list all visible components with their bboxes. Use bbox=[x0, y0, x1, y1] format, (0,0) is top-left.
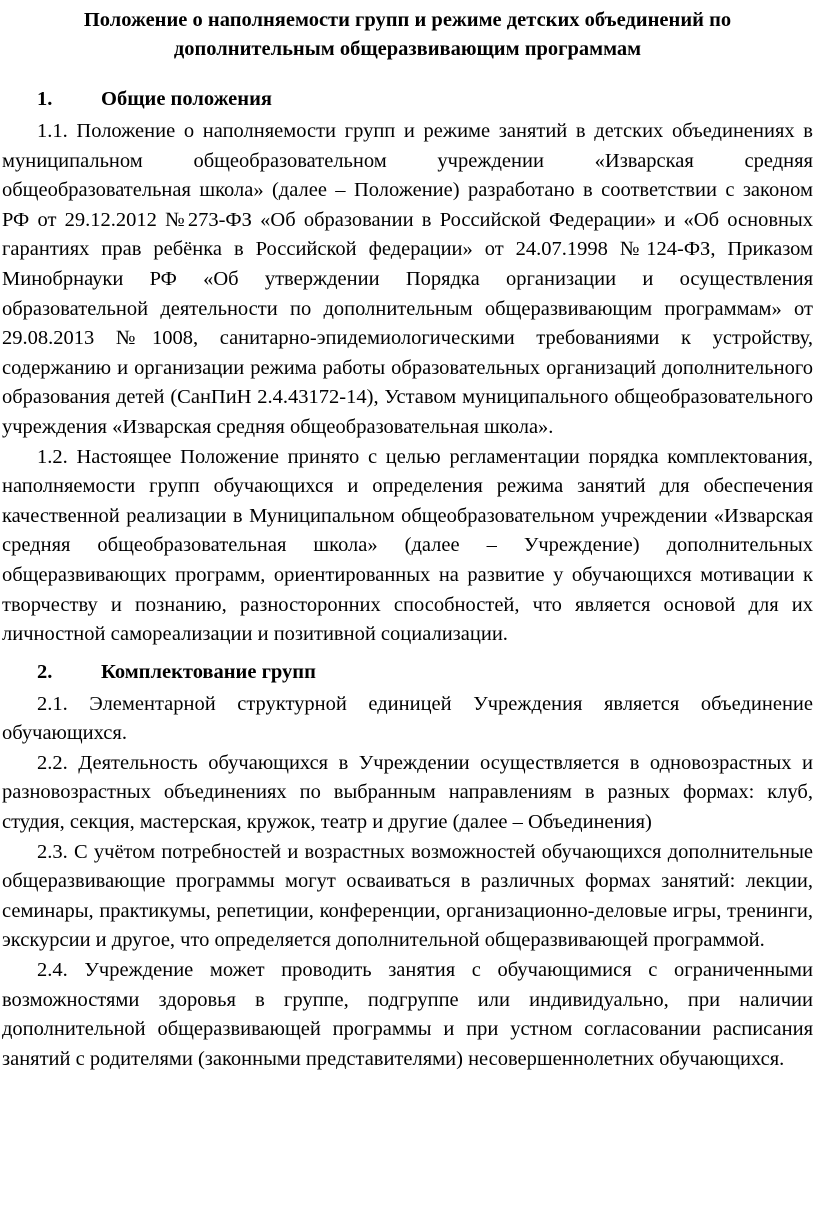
paragraph-1-1: 1.1. Положение о наполняемости групп и режиме занятий в детских объединениях в муниципальном общеобразовательном учреждении «Изварская средняя общеобразовательная школа» (далее – Положение) разработано в соответствии с законом РФ от 29.12.2012 №273-ФЗ «Об образовании в Российской Федерации» и «Об основных гарантиях прав ребёнка в Российской федерации» от 24.07.1998 №124-ФЗ, Приказом Минобрнауки РФ «Об утверждении Порядка организации и осуществления образовательной деятельности по дополнительным общеразвивающим программам» от 29.08.2013 №1008, санитарно-эпидемиологическими требованиями к устройству, содержанию и организации режима работы образовательных организаций дополнительного образования детей (СанПиН 2.4.43172-14), Уставом муниципального общеобразовательного учреждения «Изварская средняя общеобразовательная школа». bbox=[2, 120, 813, 438]
paragraph-2-4: 2.4. Учреждение может проводить занятия с обучающимися с ограниченными возможностями здоровья в группе, подгруппе или индивидуально, при наличии дополнительной общеразвивающей программы и при устном согласовании расписания занятий с родителями (законными представителями) несовершеннолетних обучающихся. bbox=[2, 959, 813, 1070]
title-line-1: Положение о наполняемости групп и режиме детских объединений по bbox=[83, 9, 732, 31]
section-heading-1 bbox=[2, 85, 813, 114]
paragraph-1-2: 1.2. Настоящее Положение принято с целью регламентации порядка комплектования, наполняемости групп обучающихся и определения режима занятий для обеспечения качественной реализации в Муниципальном общеобразовательном учреждении «Изварская средняя общеобразовательная школа» (далее – Учреждение) дополнительных общеразвивающих программ, ориентированных на развитие у обучающихся мотивации к творчеству и познанию, разносторонних способностей, что является основой для их личностной самореализации и позитивной социализации. bbox=[2, 445, 813, 646]
paragraph-2-1: 2.1. Элементарной структурной единицей Учреждения является объединение обучающихся. bbox=[2, 692, 813, 745]
paragraph-2-3: 2.3. С учётом потребностей и возрастных возможностей обучающихся дополнительные общеразвивающие программы могут осваиваться в различных формах занятий: лекции, семинары, практикумы, репетиции, конференции, организационно-деловые игры, тренинги, экскурсии и другое, что определяется дополнительной общеразвивающей программой. bbox=[2, 840, 813, 952]
section-number: 1. bbox=[37, 88, 53, 110]
document-page bbox=[0, 6, 816, 1074]
section-number: 2. bbox=[37, 660, 53, 683]
title-line-2: дополнительным общеразвивающим программам bbox=[173, 38, 642, 60]
paragraph-2-2: 2.2. Деятельность обучающихся в Учреждении осуществляется в одновозрастных и разновозрастных объединениях по выбранным направлениям в разных формах: клуб, студия, секция, мастерская, кружок, театр и другие (далее – Объединения) bbox=[2, 751, 813, 834]
section-heading-2 bbox=[2, 658, 813, 687]
section-title: Комплектование групп bbox=[101, 660, 316, 683]
document-title bbox=[2, 6, 813, 64]
section-title: Общие положения bbox=[101, 88, 272, 110]
